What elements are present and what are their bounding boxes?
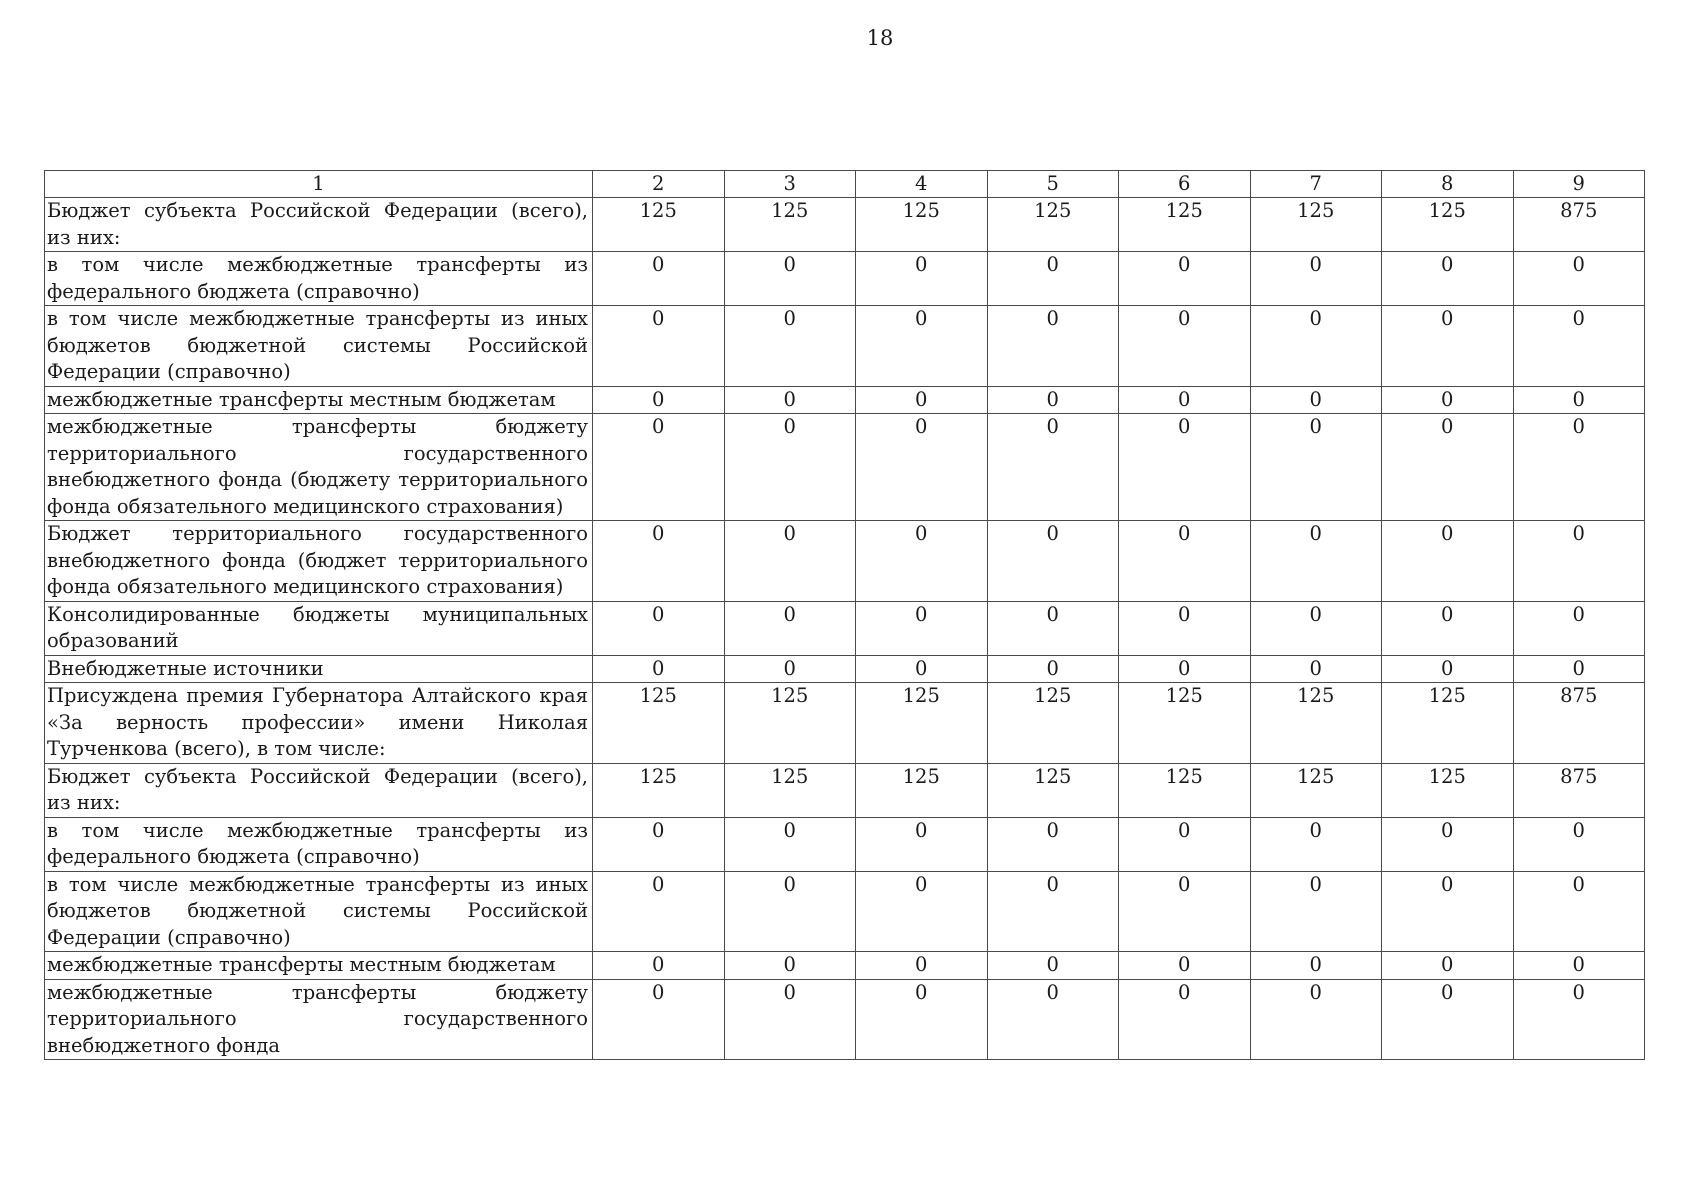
row-value: 0 [593, 871, 725, 952]
row-value: 125 [724, 683, 856, 764]
row-value: 125 [1382, 198, 1514, 252]
row-value: 0 [724, 979, 856, 1060]
row-value: 0 [987, 871, 1119, 952]
row-value: 0 [1513, 952, 1645, 980]
row-value: 0 [987, 521, 1119, 602]
row-value: 0 [724, 601, 856, 655]
row-value: 0 [1382, 817, 1514, 871]
row-value: 0 [724, 655, 856, 683]
table-row [45, 763, 1645, 817]
row-value: 0 [987, 601, 1119, 655]
table-row [45, 952, 1645, 980]
row-value: 0 [724, 386, 856, 414]
table-row [45, 683, 1645, 764]
row-value: 125 [1250, 198, 1382, 252]
row-value: 0 [593, 386, 725, 414]
row-value: 0 [1250, 817, 1382, 871]
row-value: 0 [1119, 952, 1251, 980]
row-value: 0 [593, 521, 725, 602]
row-value: 0 [1513, 306, 1645, 387]
row-value: 0 [1513, 521, 1645, 602]
column-header: 4 [856, 171, 988, 198]
table-row [45, 979, 1645, 1060]
row-value: 0 [1513, 817, 1645, 871]
row-value: 0 [987, 817, 1119, 871]
row-value: 0 [593, 414, 725, 521]
table-row [45, 817, 1645, 871]
row-value: 0 [1119, 601, 1251, 655]
row-value: 875 [1513, 198, 1645, 252]
row-value: 0 [987, 655, 1119, 683]
row-value: 125 [987, 763, 1119, 817]
table-row [45, 871, 1645, 952]
column-header: 3 [724, 171, 856, 198]
row-value: 0 [856, 979, 988, 1060]
row-label: в том числе межбюджетные трансферты из федерального бюджета (справочно) [45, 817, 593, 871]
row-value: 125 [593, 763, 725, 817]
row-value: 0 [1119, 252, 1251, 306]
row-value: 125 [724, 198, 856, 252]
row-value: 0 [724, 252, 856, 306]
header-row [45, 171, 1645, 198]
row-label: межбюджетные трансферты местным бюджетам [45, 386, 593, 414]
row-value: 125 [987, 683, 1119, 764]
row-value: 0 [987, 414, 1119, 521]
row-value: 125 [1382, 763, 1514, 817]
row-value: 0 [1119, 871, 1251, 952]
column-header: 5 [987, 171, 1119, 198]
row-label: Бюджет субъекта Российской Федерации (всего), из них: [45, 763, 593, 817]
row-value: 125 [1382, 683, 1514, 764]
row-value: 0 [1382, 655, 1514, 683]
row-value: 125 [1250, 683, 1382, 764]
row-value: 875 [1513, 763, 1645, 817]
row-value: 0 [1250, 655, 1382, 683]
row-value: 0 [724, 871, 856, 952]
row-value: 0 [1513, 979, 1645, 1060]
row-value: 125 [1250, 763, 1382, 817]
row-label: Консолидированные бюджеты муниципальных образований [45, 601, 593, 655]
row-value: 0 [856, 386, 988, 414]
row-value: 0 [593, 601, 725, 655]
table-row [45, 306, 1645, 387]
row-value: 0 [987, 979, 1119, 1060]
row-value: 0 [1119, 521, 1251, 602]
row-label: в том числе межбюджетные трансферты из иных бюджетов бюджетной системы Российской Федерации (справочно) [45, 306, 593, 387]
row-value: 0 [1513, 871, 1645, 952]
row-value: 125 [724, 763, 856, 817]
row-value: 0 [1250, 252, 1382, 306]
row-value: 0 [1119, 306, 1251, 387]
table-row [45, 198, 1645, 252]
row-label: Бюджет субъекта Российской Федерации (всего), из них: [45, 198, 593, 252]
budget-table [44, 170, 1645, 1060]
row-value: 0 [1513, 414, 1645, 521]
row-value: 0 [856, 414, 988, 521]
column-header: 2 [593, 171, 725, 198]
row-value: 0 [1513, 386, 1645, 414]
row-value: 0 [1382, 521, 1514, 602]
row-label: в том числе межбюджетные трансферты из иных бюджетов бюджетной системы Российской Федерации (справочно) [45, 871, 593, 952]
row-value: 0 [1250, 979, 1382, 1060]
row-value: 0 [593, 655, 725, 683]
page-number: 18 [866, 26, 894, 50]
table-row [45, 521, 1645, 602]
table-row [45, 414, 1645, 521]
row-value: 0 [987, 386, 1119, 414]
table-header [45, 171, 1645, 198]
row-value: 125 [856, 763, 988, 817]
row-value: 0 [1513, 252, 1645, 306]
row-value: 0 [1119, 386, 1251, 414]
row-label: межбюджетные трансферты бюджету территориального государственного внебюджетного фонда [45, 979, 593, 1060]
row-value: 125 [1119, 763, 1251, 817]
row-value: 0 [593, 306, 725, 387]
column-header: 6 [1119, 171, 1251, 198]
row-value: 0 [856, 655, 988, 683]
row-value: 875 [1513, 683, 1645, 764]
row-value: 0 [856, 601, 988, 655]
row-label: межбюджетные трансферты бюджету территориального государственного внебюджетного фонда (бюджету территориального фонда обязательного медицинского страхования) [45, 414, 593, 521]
row-value: 0 [1382, 414, 1514, 521]
row-value: 0 [987, 952, 1119, 980]
row-label: Внебюджетные источники [45, 655, 593, 683]
row-value: 0 [593, 979, 725, 1060]
row-value: 0 [1250, 306, 1382, 387]
row-value: 0 [724, 817, 856, 871]
row-value: 0 [1250, 952, 1382, 980]
row-value: 0 [724, 521, 856, 602]
row-value: 0 [1382, 601, 1514, 655]
table-row [45, 601, 1645, 655]
row-value: 0 [593, 952, 725, 980]
row-value: 0 [1250, 521, 1382, 602]
row-value: 125 [593, 683, 725, 764]
row-value: 0 [1250, 871, 1382, 952]
row-value: 125 [1119, 198, 1251, 252]
row-value: 0 [1382, 386, 1514, 414]
row-value: 0 [1119, 655, 1251, 683]
row-value: 0 [1119, 817, 1251, 871]
table-row [45, 252, 1645, 306]
row-label: межбюджетные трансферты местным бюджетам [45, 952, 593, 980]
table-body [45, 198, 1645, 1060]
row-value: 0 [987, 252, 1119, 306]
row-value: 0 [856, 871, 988, 952]
column-header: 9 [1513, 171, 1645, 198]
row-value: 0 [856, 306, 988, 387]
row-value: 0 [856, 817, 988, 871]
row-value: 0 [1250, 414, 1382, 521]
row-label: в том числе межбюджетные трансферты из федерального бюджета (справочно) [45, 252, 593, 306]
row-value: 0 [1250, 601, 1382, 655]
row-value: 0 [1382, 952, 1514, 980]
row-value: 0 [1250, 386, 1382, 414]
row-value: 0 [1513, 655, 1645, 683]
column-header: 7 [1250, 171, 1382, 198]
row-label: Бюджет территориального государственного внебюджетного фонда (бюджет территориального фонда обязательного медицинского страхования) [45, 521, 593, 602]
row-value: 0 [724, 306, 856, 387]
row-value: 0 [724, 414, 856, 521]
row-value: 0 [1382, 252, 1514, 306]
row-value: 0 [593, 817, 725, 871]
row-value: 125 [987, 198, 1119, 252]
row-value: 0 [1382, 306, 1514, 387]
column-header: 1 [45, 171, 593, 198]
row-value: 0 [1119, 979, 1251, 1060]
row-value: 125 [1119, 683, 1251, 764]
row-value: 125 [593, 198, 725, 252]
row-value: 0 [1513, 601, 1645, 655]
row-value: 0 [1119, 414, 1251, 521]
table-row [45, 386, 1645, 414]
row-value: 0 [1382, 979, 1514, 1060]
row-value: 0 [856, 952, 988, 980]
table-row [45, 655, 1645, 683]
row-value: 0 [987, 306, 1119, 387]
column-header: 8 [1382, 171, 1514, 198]
row-label: Присуждена премия Губернатора Алтайского края «За верность профессии» имени Николая Турченкова (всего), в том числе: [45, 683, 593, 764]
row-value: 125 [856, 198, 988, 252]
row-value: 0 [593, 252, 725, 306]
row-value: 0 [856, 252, 988, 306]
row-value: 125 [856, 683, 988, 764]
row-value: 0 [856, 521, 988, 602]
row-value: 0 [1382, 871, 1514, 952]
row-value: 0 [724, 952, 856, 980]
